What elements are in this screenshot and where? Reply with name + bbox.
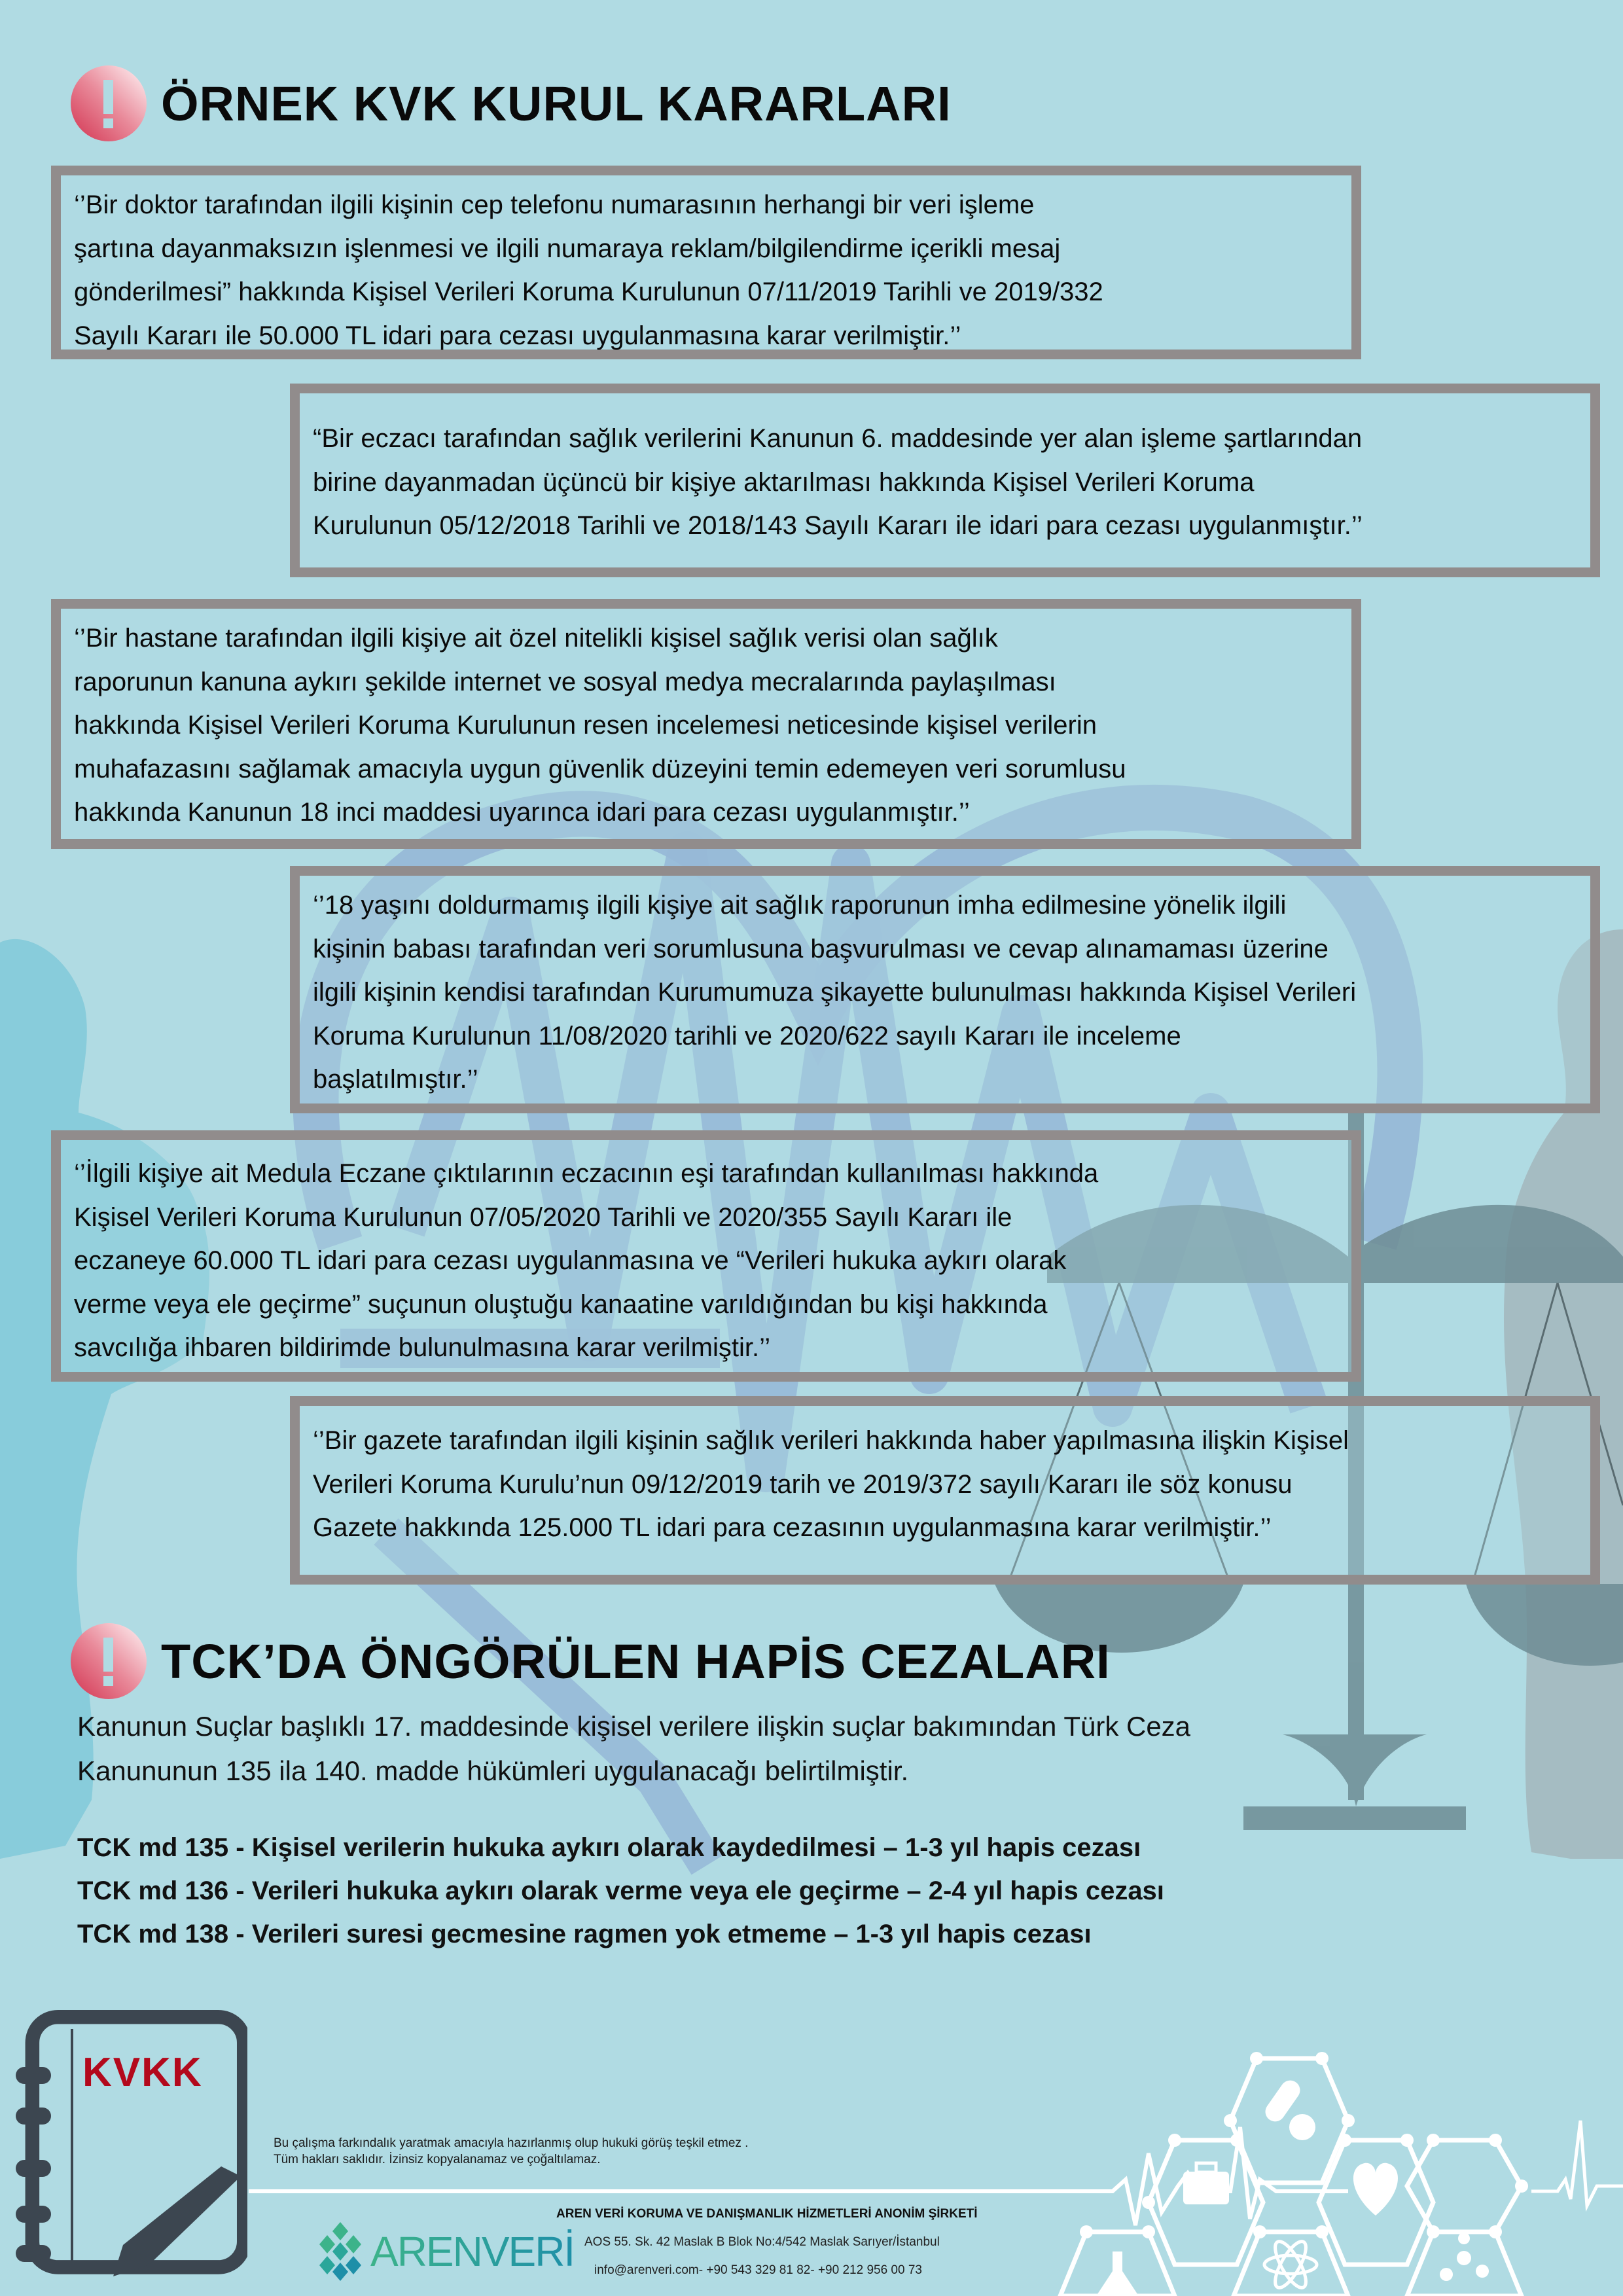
first-aid-kit-icon xyxy=(1183,2163,1229,2204)
logo-wordmark: ARENVERİ xyxy=(370,2228,575,2275)
decision-line: ‘’Bir gazete tarafından ilgili kişinin sağlık verileri hakkında haber yapılmasına ilişkin Kişisel xyxy=(313,1426,1349,1455)
decision-line: hakkında Kişisel Verileri Koruma Kurulunun resen incelemesi neticesinde kişisel verilerin xyxy=(74,711,1097,740)
decision-line: savcılığa ihbaren bildirimde bulunulmasına karar verilmiştir.’’ xyxy=(74,1333,771,1362)
decision-box-2 xyxy=(290,384,1600,577)
decision-box-1 xyxy=(51,166,1361,359)
decision-text xyxy=(74,617,1345,834)
tck-item: TCK md 135 - Kişisel verilerin hukuka aykırı olarak kaydedilmesi – 1-3 yıl hapis cezası xyxy=(77,1833,1141,1862)
decision-text xyxy=(313,417,1584,548)
arenveri-logo-mark-icon xyxy=(314,2222,366,2281)
disclaimer xyxy=(274,2135,748,2168)
decision-line: ‘’İlgili kişiye ait Medula Eczane çıktılarının eczacının eşi tarafından kullanılması hakkında xyxy=(74,1159,1099,1188)
alert-exclamation-icon xyxy=(71,1623,147,1699)
company-address: AOS 55. Sk. 42 Maslak B Blok No:4/542 Maslak Sarıyer/İstanbul xyxy=(584,2235,940,2249)
arenveri-logo xyxy=(314,2222,574,2281)
decision-line: hakkında Kanunun 18 inci maddesi uyarınca idari para cezası uygulanmıştır.’’ xyxy=(74,798,970,827)
decision-line: ‘’Bir hastane tarafından ilgili kişiye ait özel nitelikli kişisel sağlık verisi olan sağlık xyxy=(74,624,998,653)
decision-line: Gazete hakkında 125.000 TL idari para cezasının uygulanmasına karar verilmiştir.’’ xyxy=(313,1513,1272,1542)
section-heading-kurul-kararlari xyxy=(71,65,952,141)
tck-item: TCK md 136 - Verileri hukuka aykırı olarak verme veya ele geçirme – 2-4 yıl hapis cezası xyxy=(77,1876,1164,1905)
decision-box-6 xyxy=(290,1396,1600,1585)
decision-text xyxy=(74,1152,1345,1370)
decision-line: ilgili kişinin kendisi tarafından Kurumumuza şikayette bulunulması hakkında Kişisel Verileri xyxy=(313,978,1357,1007)
intro-line: Kanunun Suçlar başlıklı 17. maddesinde kişisel verilere ilişkin suçlar bakımından Türk Ceza xyxy=(77,1711,1191,1742)
decision-line: ‘’18 yaşını doldurmamış ilgili kişiye ait sağlık raporunun imha edilmesine yönelik ilgili xyxy=(313,891,1287,920)
decision-line: birine dayanmadan üçüncü bir kişiye aktarılması hakkında Kişisel Verileri Koruma xyxy=(313,467,1255,497)
decision-line: raporunun kanuna aykırı şekilde internet ve sosyal medya mecralarında paylaşılması xyxy=(74,667,1056,696)
decision-line: Kişisel Verileri Koruma Kurulunun 07/05/2020 Tarihli ve 2020/355 Sayılı Kararı ile xyxy=(74,1202,1012,1232)
section-heading-tck xyxy=(71,1623,1111,1699)
decision-line: Kurulunun 05/12/2018 Tarihli ve 2018/143 Sayılı Kararı ile idari para cezası uygulanmıştır.’’ xyxy=(313,511,1363,540)
decision-text xyxy=(74,183,1345,357)
intro-line: Kanununun 135 ila 140. madde hükümleri uygulanacağı belirtilmiştir. xyxy=(77,1755,909,1786)
page-title: ÖRNEK KVK KURUL KARARLARI xyxy=(161,76,952,131)
decision-line: başlatılmıştır.’’ xyxy=(313,1065,478,1094)
decision-line: şartına dayanmaksızın işlenmesi ve ilgili numaraya reklam/bilgilendirme içerikli mesaj xyxy=(74,234,1061,263)
decision-line: Sayılı Kararı ile 50.000 TL idari para cezası uygulanmasına karar verilmiştir.’’ xyxy=(74,321,961,350)
tck-intro-paragraph xyxy=(77,1704,1190,1793)
heart-pulse-icon xyxy=(1353,2163,1398,2215)
flask-icon xyxy=(1096,2251,1139,2296)
decision-line: kişinin babası tarafından veri sorumlusuna başvurulması ve cevap alınamaması üzerine xyxy=(313,934,1329,963)
decision-line: muhafazasını sağlamak amacıyla uygun güvenlik düzeyini temin edemeyen veri sorumlusu xyxy=(74,754,1126,783)
pills-icon xyxy=(1262,2077,1315,2140)
molecule-icon xyxy=(1440,2233,1489,2281)
decision-line: verme veya ele geçirme” suçunun oluştuğu kanaatine varıldığından bu kişi hakkında xyxy=(74,1289,1048,1319)
decision-line: ‘’Bir doktor tarafından ilgili kişinin cep telefonu numarasının herhangi bir veri işleme xyxy=(74,190,1035,219)
decision-box-5 xyxy=(51,1130,1361,1382)
disclaimer-line: Bu çalışma farkındalık yaratmak amacıyla hazırlanmış olup hukuki görüş teşkil etmez . xyxy=(274,2136,749,2150)
decision-line: Koruma Kurulunun 11/08/2020 tarihli ve 2020/622 sayılı Kararı ile inceleme xyxy=(313,1021,1181,1050)
section-title: TCK’DA ÖNGÖRÜLEN HAPİS CEZALARI xyxy=(161,1634,1111,1689)
decision-box-3 xyxy=(51,599,1361,849)
tck-item: TCK md 138 - Verileri suresi gecmesine ragmen yok etmeme – 1-3 yıl hapis cezası xyxy=(77,1920,1092,1948)
kvkk-notebook-label: KVKK xyxy=(82,2050,203,2095)
tck-penalty-list xyxy=(77,1826,1164,1956)
alert-exclamation-icon xyxy=(71,65,147,141)
atom-icon xyxy=(1264,2237,1317,2291)
decision-text xyxy=(313,884,1584,1102)
decision-line: eczaneye 60.000 TL idari para cezası uygulanmasına ve “Verileri hukuka aykırı olarak xyxy=(74,1246,1067,1275)
decision-line: Verileri Koruma Kurulu’nun 09/12/2019 tarih ve 2019/372 sayılı Kararı ile söz konusu xyxy=(313,1469,1293,1499)
decision-box-4 xyxy=(290,866,1600,1113)
decision-text xyxy=(313,1419,1584,1550)
company-contact: info@arenveri.com- +90 543 329 81 82- +90 212 956 00 73 xyxy=(594,2263,922,2277)
company-name: AREN VERİ KORUMA VE DANIŞMANLIK HİZMETLERİ ANONİM ŞİRKETİ xyxy=(556,2207,978,2221)
disclaimer-line: Tüm hakları saklıdır. İzinsiz kopyalanamaz ve çoğaltılamaz. xyxy=(274,2153,601,2166)
decision-line: “Bir eczacı tarafından sağlık verilerini Kanunun 6. maddesinde yer alan işleme şartlarından xyxy=(313,424,1363,453)
decision-line: gönderilmesi” hakkında Kişisel Verileri Koruma Kurulunun 07/11/2019 Tarihli ve 2019/332 xyxy=(74,278,1103,306)
